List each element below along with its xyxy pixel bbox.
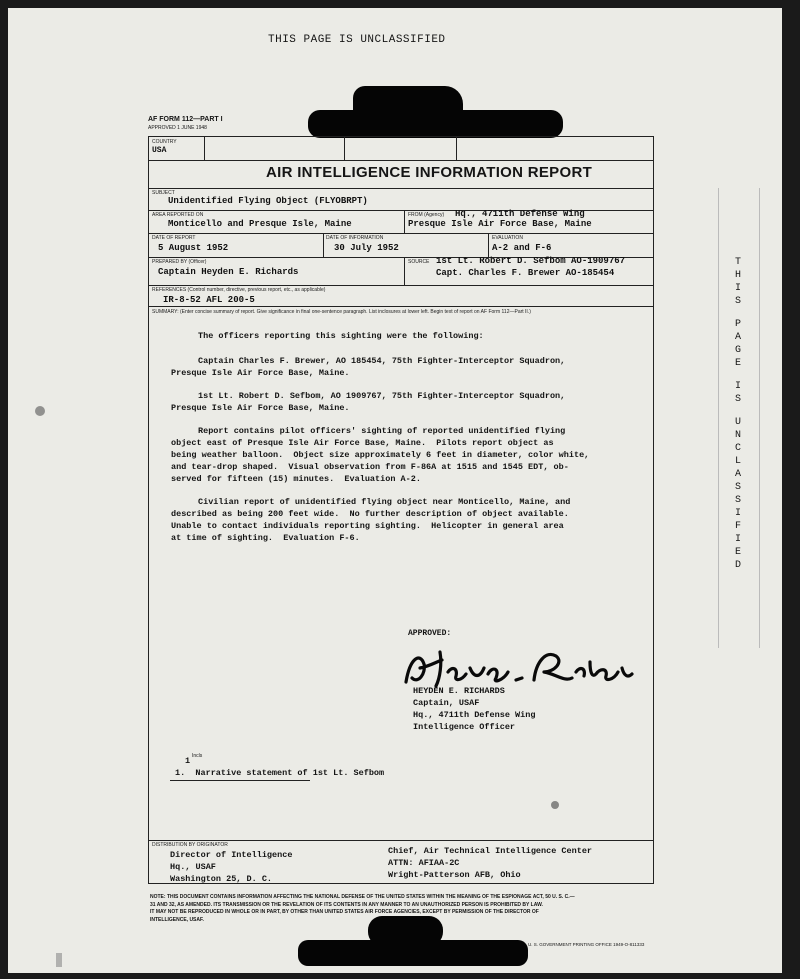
- date-of-report-value: 5 August 1952: [158, 243, 229, 253]
- evaluation-label: EVALUATION: [492, 235, 523, 241]
- approver-rank: Captain, USAF: [413, 698, 480, 708]
- body-paragraph-2-line2: Presque Isle Air Force Base, Maine.: [171, 368, 350, 378]
- body-paragraph-5-line4: at time of sighting. Evaluation F-6.: [171, 533, 360, 543]
- approver-name: HEYDEN E. RICHARDS: [413, 686, 505, 696]
- body-paragraph-4-line5: served for fifteen (15) minutes. Evaluation A-2.: [171, 474, 421, 484]
- redaction-mark: [308, 110, 563, 138]
- country-label: COUNTRY: [152, 139, 177, 145]
- inclosure-label: Incls: [192, 753, 203, 759]
- scan-speck: [551, 801, 559, 809]
- prepared-by-label: PREPARED BY (Officer): [152, 259, 207, 265]
- references-label: REFERENCES (Control number, directive, previous report, etc., as applicable): [152, 287, 326, 293]
- distribution-label: DISTRIBUTION BY ORIGINATOR: [152, 842, 228, 848]
- date-of-information-value: 30 July 1952: [334, 243, 399, 253]
- classification-banner: THIS PAGE IS UNCLASSIFIED: [268, 34, 446, 46]
- report-title: AIR INTELLIGENCE INFORMATION REPORT: [266, 164, 593, 181]
- side-classification-banner: [730, 256, 746, 572]
- inclosure-count: 1: [185, 756, 191, 766]
- side-banner-letter: A: [734, 332, 741, 343]
- date-of-report-label: DATE OF REPORT: [152, 235, 196, 241]
- scan-speck: [56, 953, 62, 967]
- area-value: Monticello and Presque Isle, Maine: [168, 219, 352, 229]
- subject-label: SUBJECT: [152, 190, 175, 196]
- approved-label: APPROVED:: [408, 629, 452, 638]
- evaluation-value: A-2 and F-6: [492, 243, 552, 253]
- side-banner-letter: I: [734, 381, 741, 392]
- body-paragraph-4-line1: Report contains pilot officers' sighting of reported unidentified flying: [198, 426, 566, 436]
- side-banner-letter: T: [734, 257, 741, 268]
- side-banner-letter: I: [734, 534, 741, 545]
- security-notice-line3: IT MAY NOT BE REPRODUCED IN WHOLE OR IN PART, BY OTHER THAN UNITED STATES AIR FORCE AGENCIES, EXCEPT BY PERMISSION OF THE DIRECTOR OF: [150, 909, 539, 915]
- side-banner-letter: [730, 308, 746, 318]
- gpo-imprint: U. S. GOVERNMENT PRINTING OFFICE 1949-O-811333: [528, 942, 645, 947]
- area-label: AREA REPORTED ON: [152, 212, 204, 218]
- side-banner-letter: H: [734, 270, 741, 281]
- distribution-right-2: ATTN: AFIAA-2C: [388, 858, 460, 868]
- references-value: IR-8-52 AFL 200-5: [163, 295, 255, 305]
- security-notice-line1: THIS DOCUMENT CONTAINS INFORMATION AFFECTING THE NATIONAL DEFENSE OF THE UNITED STATES WITHIN THE MEANING OF THE ESPIONAGE ACT, 50 U. S. C.—: [166, 894, 575, 900]
- body-paragraph-5-line1: Civilian report of unidentified flying object near Monticello, Maine, and: [198, 497, 571, 507]
- form-number: AF FORM 112—PART I: [148, 116, 223, 123]
- date-of-information-label: DATE OF INFORMATION: [326, 235, 384, 241]
- side-banner-letter: D: [734, 560, 741, 571]
- prepared-by-value: Captain Heyden E. Richards: [158, 267, 299, 277]
- distribution-right-1: Chief, Air Technical Intelligence Center: [388, 846, 593, 856]
- side-banner-letter: S: [734, 495, 741, 506]
- side-banner-letter: F: [734, 521, 741, 532]
- side-banner-letter: I: [734, 508, 741, 519]
- side-banner-letter: [730, 406, 746, 416]
- security-notice-line4: INTELLIGENCE, USAF.: [150, 916, 204, 923]
- body-paragraph-5-line2: described as being 200 feet wide. No further description of object available.: [171, 509, 569, 519]
- side-banner-letter: A: [734, 469, 741, 480]
- side-banner-letter: [730, 370, 746, 380]
- distribution-left-2: Hq., USAF: [170, 862, 216, 872]
- distribution-left-3: Washington 25, D. C.: [170, 874, 273, 884]
- form-approved-date: APPROVED 1 JUNE 1948: [148, 125, 207, 131]
- body-paragraph-5-line3: Unable to contact individuals reporting sighting. Helicopter in general area: [171, 521, 564, 531]
- approver-unit: Hq., 4711th Defense Wing: [413, 710, 536, 720]
- side-banner-letter: S: [734, 296, 741, 307]
- side-banner-letter: S: [734, 482, 741, 493]
- body-paragraph-3-line2: Presque Isle Air Force Base, Maine.: [171, 403, 350, 413]
- side-banner-letter: U: [734, 417, 741, 428]
- summary-label: SUMMARY: (Enter concise summary of report. Give significance in final one-sentence paragraph. List inclosures at lower left. Begin text of report on AF Form 112—Part II.): [152, 309, 531, 315]
- side-banner-letter: C: [734, 443, 741, 454]
- source-value-2: Capt. Charles F. Brewer AO-185454: [436, 268, 615, 278]
- body-paragraph-4-line3: being weather balloon. Object size approximately 6 feet in diameter, color white,: [171, 450, 590, 460]
- side-banner-letter: P: [734, 319, 741, 330]
- security-notice-line2: 31 AND 32, AS AMENDED. ITS TRANSMISSION OR THE REVELATION OF ITS CONTENTS IN ANY MANNER TO AN UNAUTHORIZED PERSON IS PROHIBITED BY LAW.: [150, 901, 543, 908]
- side-banner-letter: N: [734, 430, 741, 441]
- side-banner-letter: I: [734, 283, 741, 294]
- body-paragraph-4-line2: object east of Presque Isle Air Force Base, Maine. Pilots report object as: [171, 438, 554, 448]
- approver-title: Intelligence Officer: [413, 722, 516, 732]
- side-banner-letter: L: [734, 456, 741, 467]
- inclosure-item: 1. Narrative statement of 1st Lt. Sefbom: [175, 768, 385, 778]
- side-banner-letter: E: [734, 358, 741, 369]
- side-banner-letter: S: [734, 394, 741, 405]
- source-label: SOURCE: [408, 259, 430, 265]
- security-notice-label: NOTE:: [150, 894, 166, 900]
- source-value-1: 1st Lt. Robert D. Sefbom AO-1909767: [436, 256, 626, 266]
- from-value: Hq., 4711th Defense Wing: [455, 209, 585, 219]
- body-paragraph-2-line1: Captain Charles F. Brewer, AO 185454, 75th Fighter-Interceptor Squadron,: [198, 356, 566, 366]
- country-value: USA: [152, 146, 167, 155]
- from-value-line2: Presque Isle Air Force Base, Maine: [408, 219, 592, 229]
- body-paragraph-4-line4: and tear-drop shaped. Visual observation from F-86A at 1515 and 1545 EDT, ob-: [171, 462, 569, 472]
- document-page: [8, 8, 782, 973]
- from-label: FROM (Agency): [408, 212, 445, 218]
- scan-speck: [35, 406, 45, 416]
- distribution-right-3: Wright-Patterson AFB, Ohio: [388, 870, 521, 880]
- subject-value: Unidentified Flying Object (FLYOBRPT): [168, 196, 368, 206]
- distribution-left-1: Director of Intelligence: [170, 850, 293, 860]
- redaction-mark: [298, 940, 528, 966]
- body-paragraph-1: The officers reporting this sighting were the following:: [198, 331, 484, 341]
- body-paragraph-3-line1: 1st Lt. Robert D. Sefbom, AO 1909767, 75th Fighter-Interceptor Squadron,: [198, 391, 566, 401]
- side-banner-letter: G: [734, 345, 741, 356]
- side-banner-letter: E: [734, 547, 741, 558]
